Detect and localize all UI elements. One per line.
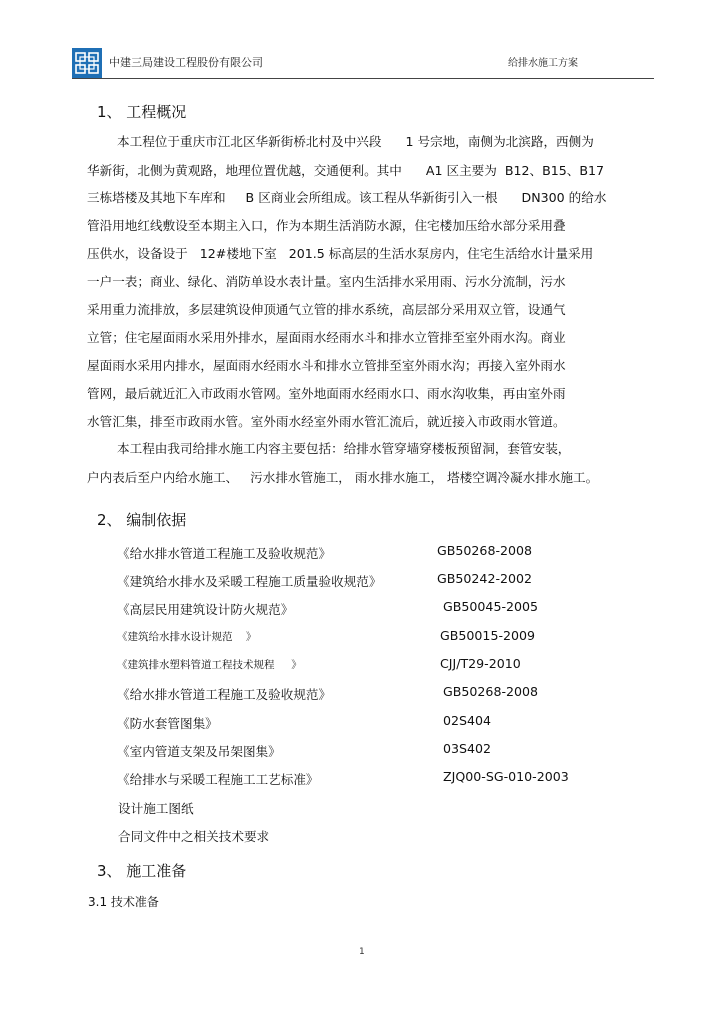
reference-name: 《室内管道支架及吊架图集》: [117, 744, 281, 759]
overview-line: 一户一表；商业、绿化、消防单设水表计量。室内生活排水采用雨、污水分流制，污水: [87, 274, 566, 289]
reference-code: GB50268-2008: [443, 684, 539, 699]
reference-code: GB50015-2009: [440, 628, 536, 643]
reference-misc: 设计施工图纸: [118, 801, 194, 816]
overview-line: 水管汇集，排至市政雨水管。室外雨水经室外雨水管汇流后，就近接入市政雨水管道。: [87, 414, 566, 429]
reference-code: ZJQ00-SG-010-2003: [443, 769, 569, 784]
page-header: [72, 46, 654, 82]
reference-code: GB50268-2008: [437, 543, 533, 558]
reference-misc: 合同文件中之相关技术要求: [118, 829, 270, 844]
reference-name: 《建筑排水塑料管道工程技术规程 》: [117, 659, 302, 671]
overview-line: 采用重力流排放，多层建筑设伸顶通气立管的排水系统，高层部分采用双立管，设通气: [87, 302, 566, 317]
section-2-title: 2、 编制依据: [97, 511, 187, 529]
reference-name: 《高层民用建筑设计防火规范》: [117, 602, 294, 617]
reference-name: 《给排水与采暖工程施工工艺标准》: [117, 772, 319, 787]
reference-code: 03S402: [443, 741, 492, 756]
overview-line: 压供水，设备设于 12#楼地下室 201.5 标高层的生活水泵房内，住宅生活给水计量采用: [87, 246, 594, 261]
reference-code: GB50242-2002: [437, 571, 533, 586]
reference-code: 02S404: [443, 713, 492, 728]
overview-line: 华新街，北侧为黄观路，地理位置优越，交通便利。其中 A1 区主要为 B12、B15、B17: [87, 163, 605, 178]
reference-name: 《建筑给水排水设计规范 》: [117, 631, 257, 643]
overview-line: 屋面雨水采用内排水，屋面雨水经雨水斗和排水立管排至室外雨水沟；再接入室外雨水: [87, 358, 566, 373]
page-number: 1: [359, 947, 365, 957]
section-1-title: 1、 工程概况: [97, 103, 187, 121]
reference-code: CJJ/T29-2010: [440, 656, 521, 671]
overview-line: 立管；住宅屋面雨水采用外排水，屋面雨水经雨水斗和排水立管排至室外雨水沟。商业: [87, 330, 566, 345]
section-3-title: 3、 施工准备: [97, 862, 187, 880]
overview-line: 户内表后至户内给水施工、 污水排水管施工， 雨水排水施工， 塔楼空调冷凝水排水施工。: [87, 470, 599, 485]
company-logo-icon: [72, 48, 102, 78]
overview-line: 管网，最后就近汇入市政雨水管网。室外地面雨水经雨水口、雨水沟收集，再由室外雨: [87, 386, 566, 401]
overview-line: 本工程由我司给排水施工内容主要包括：给排水管穿墙穿楼板预留洞，套管安装，: [117, 441, 571, 456]
reference-name: 《防水套管图集》: [117, 716, 218, 731]
company-name: 中建三局建设工程股份有限公司: [109, 56, 263, 69]
reference-name: 《给水排水管道工程施工及验收规范》: [117, 546, 332, 561]
subsection-3-1-title: 3.1 技术准备: [88, 895, 159, 909]
document-title: 给排水施工方案: [508, 58, 578, 69]
reference-name: 《建筑给水排水及采暖工程施工质量验收规范》: [117, 574, 382, 589]
overview-line: 三栋塔楼及其地下车库和 B 区商业会所组成。该工程从华新街引入一根 DN300 的给水: [87, 190, 607, 205]
reference-name: 《给水排水管道工程施工及验收规范》: [117, 687, 332, 702]
reference-code: GB50045-2005: [443, 599, 539, 614]
header-divider: [72, 78, 654, 79]
overview-line: 管沿用地红线敷设至本期主入口，作为本期生活消防水源，住宅楼加压给水部分采用叠: [87, 218, 566, 233]
overview-line: 本工程位于重庆市江北区华新街桥北村及中兴段 1 号宗地，南侧为北滨路，西侧为: [117, 134, 594, 149]
